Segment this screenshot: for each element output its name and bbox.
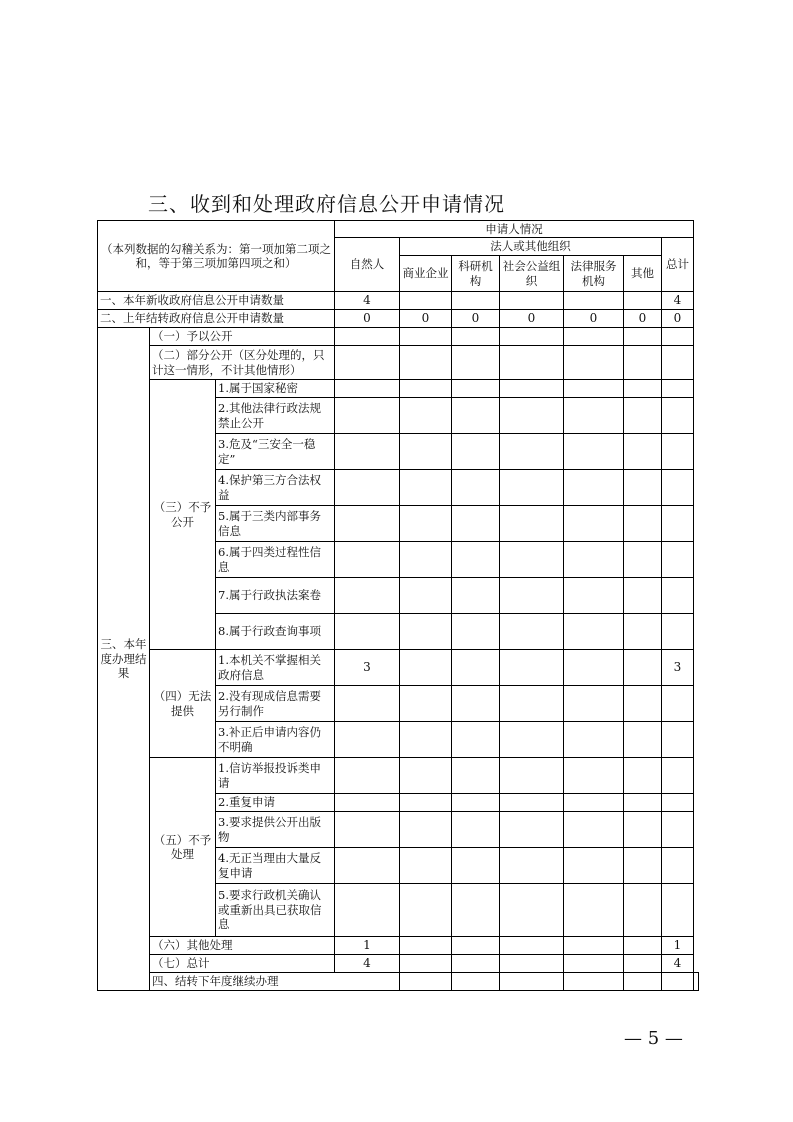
cell-public-welfare [500,292,564,310]
cell-natural: 1 [335,937,400,955]
section3-label: 三、本年度办理结果 [98,328,150,991]
item-label: 1.本机关不掌握相关政府信息 [216,650,335,686]
item-label: 8.属于行政查询事项 [216,614,335,650]
table-row [98,328,699,346]
cell-research: 0 [452,310,500,328]
header-total: 总计 [662,238,694,292]
cell-other: 0 [624,310,662,328]
header-note: （本列数据的勾稽关系为：第一项加第二项之和，等于第三项加第四项之和） [98,221,335,292]
cell-natural: 3 [335,650,400,686]
table-row [98,380,699,398]
application-table [97,220,699,991]
table-row [98,758,699,794]
header-col-business: 商业企业 [400,256,452,292]
table-row [98,346,699,380]
item-label: 3.危及“三安全一稳定” [216,434,335,470]
row-label: 四、结转下年度继续办理 [150,973,400,991]
cell-public-welfare: 0 [500,310,564,328]
table-row [98,973,699,991]
page-number: — 5 — [624,1028,683,1049]
table-row [98,310,699,328]
item-label: 7.属于行政执法案卷 [216,578,335,614]
group-label: （三）不予公开 [150,380,216,650]
item-label: 1.属于国家秘密 [216,380,335,398]
cell-total: 1 [662,937,694,955]
header-applicant: 申请人情况 [335,221,694,238]
row-label: 二、上年结转政府信息公开申请数量 [98,310,335,328]
cell-legal-service [564,292,624,310]
header-legal-group: 法人或其他组织 [400,238,662,256]
section-title: 三、收到和处理政府信息公开申请情况 [148,192,505,216]
group-label: （六）其他处理 [150,937,335,955]
item-label: 2.重复申请 [216,794,335,812]
item-label: 5.属于三类内部事务信息 [216,506,335,542]
item-label: 2.没有现成信息需要另行制作 [216,686,335,722]
cell-legal-service: 0 [564,310,624,328]
cell-business: 0 [400,310,452,328]
cell-other [624,292,662,310]
cell-total: 4 [662,955,694,973]
cell-total: 3 [662,650,694,686]
header-col-legal-service: 法律服务机构 [564,256,624,292]
table-row [98,650,699,686]
header-col-research: 科研机构 [452,256,500,292]
item-label: 5.要求行政机关确认或重新出具已获取信息 [216,884,335,937]
cell-business [400,292,452,310]
header-natural-person: 自然人 [335,238,400,292]
table-row [98,955,699,973]
cell-research [452,292,500,310]
item-label: 6.属于四类过程性信息 [216,542,335,578]
header-col-other: 其他 [624,256,662,292]
cell-natural: 4 [335,955,400,973]
item-label: 2.其他法律行政法规禁止公开 [216,398,335,434]
group-label: （二）部分公开（区分处理的，只计这一情形，不计其他情形） [150,346,335,380]
group-label: （五）不予处理 [150,758,216,937]
item-label: 3.补正后申请内容仍不明确 [216,722,335,758]
group-label: （一）予以公开 [150,328,335,346]
group-label: （七）总计 [150,955,335,973]
cell-total: 0 [662,310,694,328]
header-col-public-welfare: 社会公益组织 [500,256,564,292]
group-label: （四）无法提供 [150,650,216,758]
cell-natural: 4 [335,292,400,310]
item-label: 3.要求提供公开出版物 [216,812,335,848]
cell-total: 4 [662,292,694,310]
table-row [98,937,699,955]
cell-natural: 0 [335,310,400,328]
row-label: 一、本年新收政府信息公开申请数量 [98,292,335,310]
item-label: 1.信访举报投诉类申请 [216,758,335,794]
item-label: 4.无正当理由大量反复申请 [216,848,335,884]
item-label: 4.保护第三方合法权益 [216,470,335,506]
table-row [98,292,699,310]
